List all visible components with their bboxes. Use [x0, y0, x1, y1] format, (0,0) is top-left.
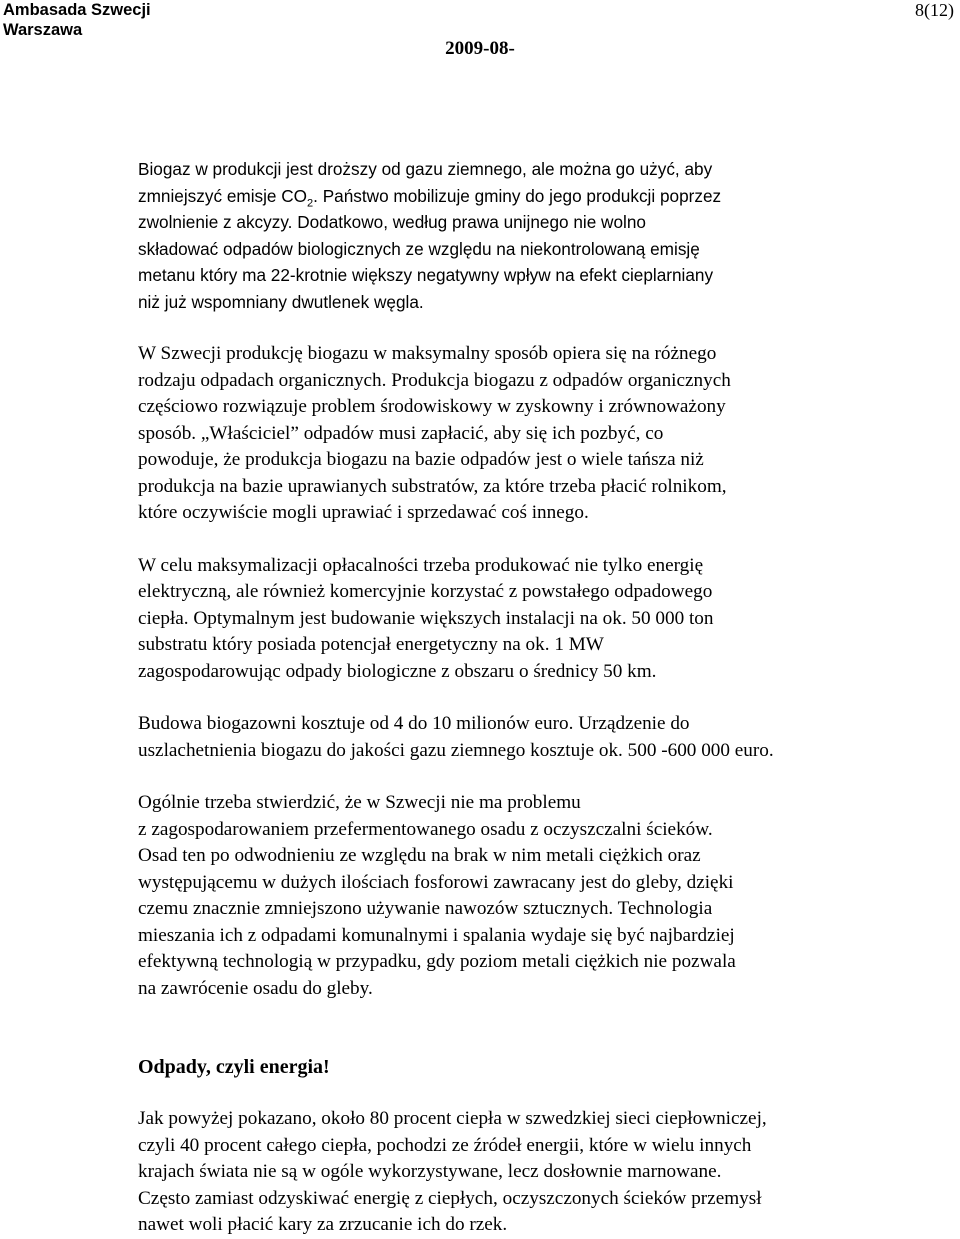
text-line: powoduje, że produkcja biogazu na bazie odpadów jest o wiele tańsza niż: [138, 449, 704, 470]
text-line: Ogólnie trzeba stwierdzić, że w Szwecji nie ma problemu: [138, 792, 581, 813]
text-line: Jak powyżej pokazano, około 80 procent ciepła w szwedzkiej sieci ciepłowniczej,: [138, 1108, 767, 1129]
text-line: krajach świata nie są w ogóle wykorzystywane, lecz dosłownie marnowane.: [138, 1161, 722, 1182]
organization-name: Ambasada Szwecji: [3, 1, 151, 19]
document-body: [138, 156, 898, 1239]
text-line: Osad ten po odwodnieniu ze względu na brak w nim metali ciężkich oraz: [138, 845, 701, 866]
text-line: czyli 40 procent całego ciepła, pochodzi ze źródeł energii, które w wielu innych: [138, 1134, 752, 1156]
text-line: czemu znacznie zmniejszono używanie nawozów sztucznych. Technologia: [138, 898, 713, 919]
text-line: występującemu w dużych ilościach fosforowi zawracany jest do gleby, dzięki: [138, 871, 734, 893]
text-line: [138, 183, 898, 210]
text-line: metanu który ma 22-krotnie większy negatywny wpływ na efekt cieplarniany: [138, 265, 714, 285]
text-line: efektywną technologią w przypadku, gdy poziom metali ciężkich nie pozwala: [138, 951, 736, 972]
text-line: z zagospodarowaniem przefermentowanego osadu z oczyszczalni ścieków.: [138, 818, 713, 840]
text-line: na zawrócenie osadu do gleby.: [138, 977, 373, 999]
text-line: W Szwecji produkcję biogazu w maksymalny sposób opiera się na różnego: [138, 343, 717, 364]
section-heading: Odpady, czyli energia!: [138, 1056, 330, 1078]
text-line: częściowo rozwiązuje problem środowiskowy w zyskowny i zrównoważony: [138, 396, 726, 417]
text-line: Biogaz w produkcji jest droższy od gazu ziemnego, ale można go użyć, aby: [138, 159, 713, 179]
text-line: ciepła. Optymalnym jest budowanie większych instalacji na ok. 50 000 ton: [138, 607, 714, 629]
text-line: Często zamiast odzyskiwać energię z ciepłych, oczyszczonych ścieków przemysł: [138, 1187, 762, 1209]
text-line: niż już wspomniany dwutlenek węgla.: [138, 291, 424, 312]
text-line: zwolnienie z akcyzy. Dodatkowo, według prawa unijnego nie wolno: [138, 212, 646, 232]
text-line: rodzaju odpadach organicznych. Produkcja biogazu z odpadów organicznych: [138, 369, 731, 391]
paragraph-construction-costs: [138, 711, 898, 764]
organization-city: Warszawa: [3, 21, 83, 39]
document-date: 2009-08-: [445, 38, 515, 59]
text-line: Budowa biogazowni kosztuje od 4 do 10 milionów euro. Urządzenie do: [138, 713, 690, 734]
text-line: uszlachetnienia biogazu do jakości gazu ziemnego kosztuje ok. 500 -600 000 euro.: [138, 739, 774, 761]
text-line: nawet woli płacić kary za zrzucanie ich do rzek.: [138, 1214, 508, 1235]
text-fragment: zmniejszyć emisje CO: [138, 185, 308, 206]
subscript: 2: [307, 196, 314, 209]
document-header: [3, 0, 151, 40]
text-line: które oczywiście mogli uprawiać i sprzedawać coś innego.: [138, 502, 589, 523]
text-fragment: . Państwo mobilizuje gminy do jego produkcji poprzez: [313, 185, 722, 206]
text-line: zagospodarowując odpady biologiczne z obszaru o średnicy 50 km.: [138, 660, 657, 682]
text-line: substratu który posiada potencjał energetyczny na ok. 1 MW: [138, 634, 604, 655]
paragraph-organic-waste: [138, 341, 898, 527]
paragraph-profitability: [138, 553, 898, 686]
text-line: elektryczną, ale również komercyjnie korzystać z powstałego odpadowego: [138, 581, 713, 602]
paragraph-waste-energy: [138, 1106, 898, 1239]
text-line: produkcja na bazie uprawianych substratów, za które trzeba płacić rolnikom,: [138, 475, 727, 497]
text-line: sposób. „Właściciel” odpadów musi zapłacić, aby się ich pozbyć, co: [138, 422, 664, 444]
page-number: 8(12): [915, 0, 954, 20]
paragraph-sludge: [138, 790, 898, 1002]
text-line: W celu maksymalizacji opłacalności trzeba produkować nie tylko energię: [138, 554, 704, 576]
paragraph-biogas-costs: [138, 156, 898, 315]
text-line: mieszania ich z odpadami komunalnymi i spalania wydaje się być najbardziej: [138, 924, 735, 946]
text-line: składować odpadów biologicznych ze względu na niekontrolowaną emisję: [138, 238, 700, 259]
